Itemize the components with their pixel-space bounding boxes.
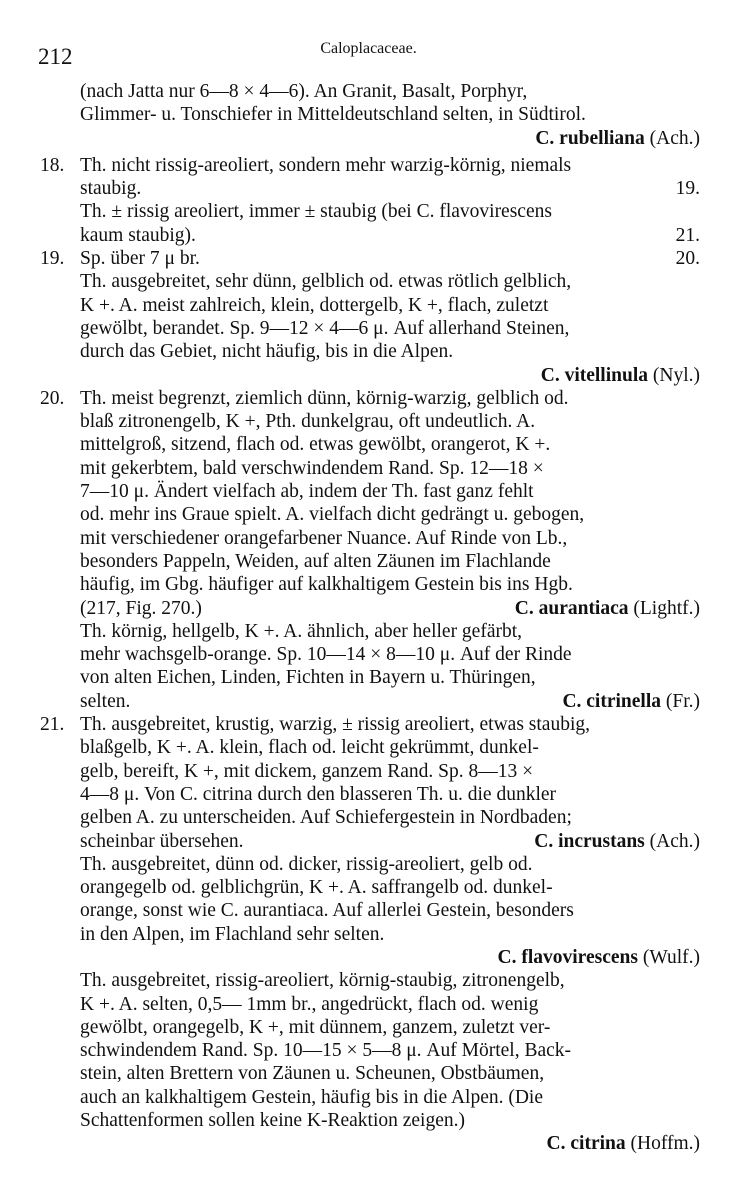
line-content: gewölbt, orangegelb, K +, mit dünnem, ganzem, zuletzt ver- — [80, 1016, 551, 1038]
species-label — [498, 946, 700, 969]
line-content: staubig. — [80, 178, 142, 200]
line-text — [80, 969, 565, 992]
line-text — [80, 783, 556, 806]
line-content: kaum staubig). — [80, 224, 196, 246]
line-text — [80, 736, 539, 759]
species-label — [547, 1132, 700, 1155]
species-authority: (Ach.) — [644, 830, 700, 852]
line-text — [80, 666, 536, 689]
line-text — [80, 1062, 544, 1085]
species-name: C. aurantiaca — [514, 597, 629, 619]
text-line — [40, 527, 700, 550]
text-line — [40, 410, 700, 433]
text-line — [40, 876, 700, 899]
line-text — [40, 713, 590, 736]
text-line — [40, 364, 700, 387]
line-text — [80, 503, 584, 526]
species-name: C. incrustans — [534, 830, 645, 852]
line-text — [80, 317, 569, 340]
text-line — [40, 1016, 700, 1039]
text-line — [40, 783, 700, 806]
text-line — [40, 830, 700, 853]
line-content: Th. nicht rissig-areoliert, sondern mehr warzig-körnig, niemals — [80, 154, 572, 176]
line-text — [80, 550, 551, 573]
text-line — [40, 340, 700, 363]
text-line — [40, 127, 700, 150]
line-text — [80, 1016, 550, 1039]
line-content: mit verschiedener orangefarbener Nuance. Auf Rinde von Lb., — [80, 527, 568, 549]
line-content: mittelgroß, sitzend, flach od. etwas gewölbt, orangerot, K +. — [80, 434, 551, 456]
line-content: orange, sonst wie C. aurantiaca. Auf allerlei Gestein, besonders — [80, 900, 574, 922]
line-text — [80, 200, 552, 223]
line-text — [80, 480, 534, 503]
line-text — [80, 853, 532, 876]
line-text — [80, 899, 574, 922]
line-content: Sp. über 7 μ br. — [80, 248, 200, 270]
key-number: 18. — [40, 154, 65, 176]
line-content: selten. — [80, 690, 131, 712]
species-label — [562, 690, 700, 713]
line-content: gelben A. zu unterscheiden. Auf Schiefergestein in Nordbaden; — [80, 807, 572, 829]
text-line — [40, 317, 700, 340]
text-line — [40, 760, 700, 783]
line-content: von alten Eichen, Linden, Fichten in Bayern u. Thüringen, — [80, 667, 536, 689]
line-text — [80, 103, 586, 126]
page-header — [0, 34, 737, 69]
species-name: C. rubelliana — [535, 127, 645, 149]
species-authority: (Nyl.) — [648, 364, 700, 386]
species-authority: (Ach.) — [644, 127, 700, 149]
line-text — [80, 340, 453, 363]
line-text — [80, 270, 571, 293]
species-label — [534, 830, 700, 853]
line-text — [80, 80, 527, 103]
line-content: Th. körnig, hellgelb, K +. A. ähnlich, aber heller gefärbt, — [80, 620, 523, 642]
line-content: schwindendem Rand. Sp. 10—15 × 5—8 μ. Auf Mörtel, Back- — [80, 1040, 572, 1062]
key-number: 20. — [40, 387, 65, 409]
line-text — [80, 876, 553, 899]
line-text — [80, 294, 548, 317]
text-line — [40, 853, 700, 876]
line-text — [80, 433, 550, 456]
text-line — [40, 1086, 700, 1109]
text-line — [40, 946, 700, 969]
line-content: Th. ausgebreitet, dünn od. dicker, rissig-areoliert, gelb od. — [80, 853, 533, 875]
line-text — [80, 993, 538, 1016]
line-content: Th. ausgebreitet, rissig-areoliert, körnig-staubig, zitronengelb, — [80, 970, 565, 992]
line-text — [80, 410, 535, 433]
line-text — [80, 457, 544, 480]
text-line — [40, 923, 700, 946]
line-text — [80, 1086, 543, 1109]
text-line — [40, 480, 700, 503]
line-text — [80, 527, 567, 550]
text-line — [40, 503, 700, 526]
line-text — [80, 643, 572, 666]
line-content: mehr wachsgelb-orange. Sp. 10—14 × 8—10 μ. Auf der Rinde — [80, 644, 572, 666]
page-number: 212 — [38, 44, 73, 69]
line-content: K +. A. meist zahlreich, klein, dottergelb, K +, flach, zuletzt — [80, 294, 549, 316]
line-content: Th. ausgebreitet, krustig, warzig, ± rissig areoliert, etwas staubig, — [80, 714, 590, 736]
line-text — [80, 760, 533, 783]
text-line — [40, 736, 700, 759]
text-line — [40, 1062, 700, 1085]
text-line — [40, 643, 700, 666]
line-content: od. mehr ins Graue spielt. A. vielfach dicht gedrängt u. gebogen, — [80, 504, 585, 526]
line-content: Schattenformen sollen keine K-Reaktion zeigen.) — [80, 1110, 465, 1132]
text-line — [40, 80, 700, 103]
text-line — [40, 899, 700, 922]
line-content: gelb, bereift, K +, mit dickem, ganzem Rand. Sp. 8—13 × — [80, 760, 534, 782]
text-line — [40, 573, 700, 596]
text-line — [40, 247, 700, 270]
line-content: Th. ausgebreitet, sehr dünn, gelblich od. etwas rötlich gelblich, — [80, 271, 572, 293]
line-text — [80, 923, 384, 946]
species-authority: (Lightf.) — [628, 597, 700, 619]
text-line — [40, 713, 700, 736]
line-text — [80, 1109, 465, 1132]
line-text — [80, 597, 202, 620]
line-text — [80, 620, 522, 643]
text-line — [40, 969, 700, 992]
text-line — [40, 993, 700, 1016]
line-text — [80, 177, 141, 200]
key-reference: 21. — [675, 224, 700, 246]
line-content: (nach Jatta nur 6—8 × 4—6). An Granit, Basalt, Porphyr, — [80, 81, 528, 102]
line-content: scheinbar übersehen. — [80, 830, 244, 852]
line-text — [80, 1039, 571, 1062]
line-content: Th. ± rissig areoliert, immer ± staubig (bei C. flavovirescens — [80, 201, 552, 223]
line-text — [40, 247, 200, 270]
text-line — [40, 1039, 700, 1062]
line-content: orangegelb od. gelblichgrün, K +. A. saffrangelb od. dunkel- — [80, 877, 553, 899]
line-text — [80, 806, 572, 829]
species-label — [535, 127, 700, 150]
species-name: C. citrina — [546, 1133, 626, 1155]
text-line — [40, 457, 700, 480]
text-line — [40, 177, 700, 200]
text-line — [40, 103, 700, 126]
line-content: stein, alten Brettern von Zäunen u. Scheunen, Obstbäumen, — [80, 1063, 545, 1085]
text-line — [40, 433, 700, 456]
text-line — [40, 1132, 700, 1155]
key-reference: 20. — [675, 248, 700, 270]
running-title: Caloplacaceae. — [320, 40, 417, 57]
text-line — [40, 270, 700, 293]
line-content: Th. meist begrenzt, ziemlich dünn, körnig-warzig, gelblich od. — [80, 387, 569, 409]
species-label — [541, 364, 700, 387]
line-content: gewölbt, berandet. Sp. 9—12 × 4—6 μ. Auf allerhand Steinen, — [80, 317, 570, 339]
text-line — [40, 200, 700, 223]
text-line — [40, 620, 700, 643]
text-line — [40, 294, 700, 317]
line-content: blaß zitronengelb, K +, Pth. dunkelgrau, oft undeutlich. A. — [80, 411, 536, 433]
line-text — [80, 830, 244, 853]
text-line — [40, 224, 700, 247]
line-content: durch das Gebiet, nicht häufig, bis in die Alpen. — [80, 341, 454, 363]
text-line — [40, 597, 700, 620]
line-text — [40, 387, 568, 410]
species-name: C. flavovirescens — [497, 946, 638, 968]
line-content: blaßgelb, K +. A. klein, flach od. leicht gekrümmt, dunkel- — [80, 737, 539, 759]
line-content: auch an kalkhaltigem Gestein, häufig bis in die Alpen. (Die — [80, 1086, 544, 1108]
line-text — [80, 573, 573, 596]
species-authority: (Fr.) — [661, 690, 700, 712]
species-name: C. citrinella — [562, 690, 661, 712]
species-label — [515, 597, 700, 620]
species-name: C. vitellinula — [540, 364, 648, 386]
line-text — [80, 690, 130, 713]
text-line — [40, 550, 700, 573]
line-content: mit gekerbtem, bald verschwindendem Rand. Sp. 12—18 × — [80, 457, 544, 479]
line-content: in den Alpen, im Flachland sehr selten. — [80, 923, 385, 945]
key-reference: 19. — [675, 178, 700, 200]
species-authority: (Wulf.) — [637, 946, 700, 968]
species-authority: (Hoffm.) — [625, 1133, 700, 1155]
line-content: 4—8 μ. Von C. citrina durch den blasseren Th. u. die dunkler — [80, 783, 557, 805]
key-number: 19. — [40, 248, 65, 270]
line-text — [80, 224, 196, 247]
text-line — [40, 666, 700, 689]
line-content: K +. A. selten, 0,5— 1mm br., angedrückt, flach od. wenig — [80, 993, 539, 1015]
line-content: Glimmer- u. Tonschiefer in Mitteldeutschland selten, in Südtirol. — [80, 104, 586, 126]
document-body — [40, 80, 700, 1156]
text-line — [40, 154, 700, 177]
text-line — [40, 690, 700, 713]
key-number: 21. — [40, 714, 65, 736]
text-line — [40, 387, 700, 410]
line-content: häufig, im Gbg. häufiger auf kalkhaltigem Gestein bis ins Hgb. — [80, 574, 573, 596]
text-line — [40, 806, 700, 829]
line-content: 7—10 μ. Ändert vielfach ab, indem der Th. fast ganz fehlt — [80, 481, 534, 503]
line-text — [40, 154, 571, 177]
line-content: (217, Fig. 270.) — [80, 597, 202, 619]
text-line — [40, 1109, 700, 1132]
line-content: besonders Pappeln, Weiden, auf alten Zäunen im Flachlande — [80, 550, 551, 572]
